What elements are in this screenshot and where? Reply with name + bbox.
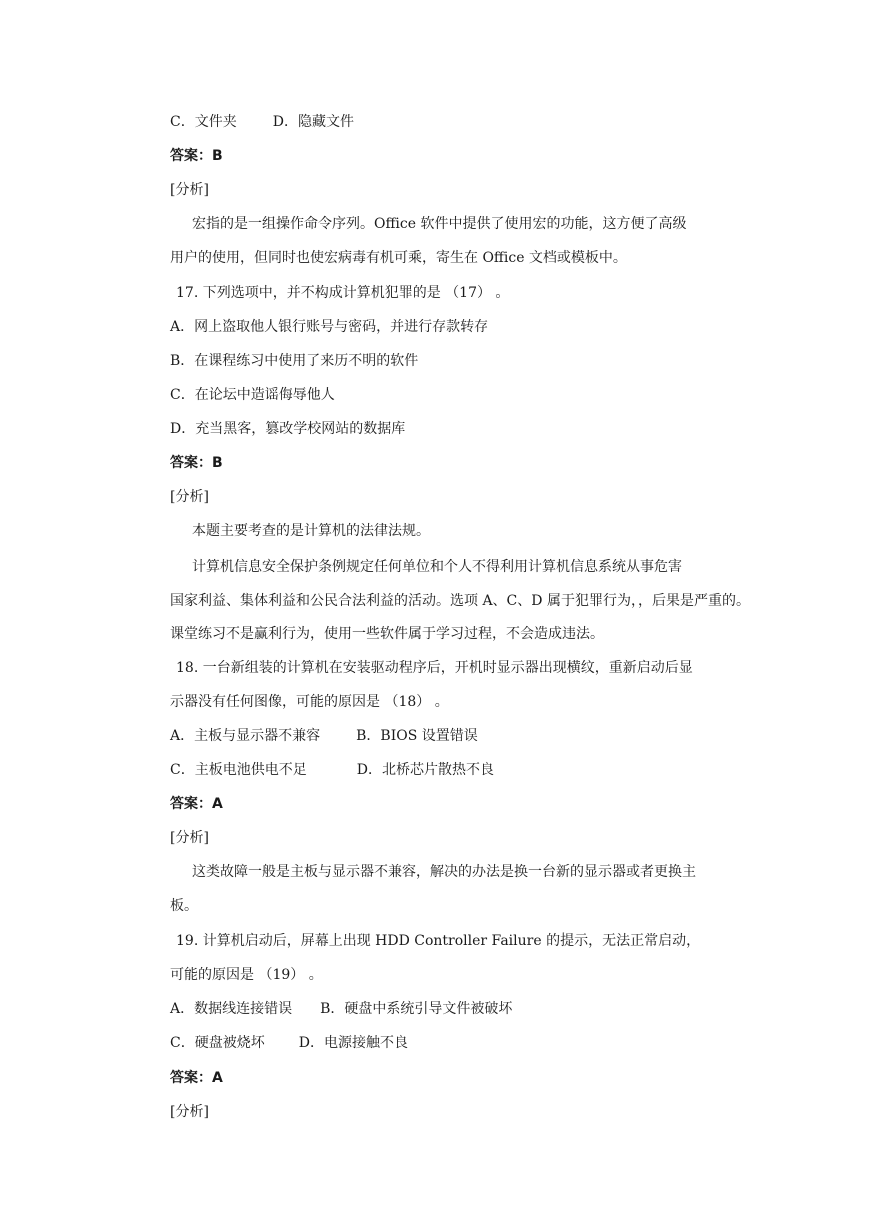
q17-analysis-line2: 计算机信息安全保护条例规定任何单位和个人不得利用计算机信息系统从事危害 (192, 559, 682, 575)
q18-question-line2: 示器没有任何图像，可能的原因是 （18） 。 (170, 694, 449, 710)
q19-option-c: C．硬盘被烧坏 (170, 1035, 265, 1051)
q18-option-d: D．北桥芯片散热不良 (356, 762, 494, 778)
q18-option-c: C．主板电池供电不足 (170, 762, 307, 778)
q18-answer: 答案：A (170, 796, 223, 812)
q17-option-a: A．网上盗取他人银行账号与密码，并进行存款转存 (170, 319, 489, 335)
q17-option-d: D．充当黑客，篡改学校网站的数据库 (170, 421, 406, 437)
q19-analysis-label: [分析] (170, 1104, 209, 1120)
q19-options-cd (170, 1033, 408, 1053)
q18-analysis-line2: 板。 (170, 898, 198, 914)
q18-analysis-line1: 这类故障一般是主板与显示器不兼容，解决的办法是换一台新的显示器或者更换主 (192, 864, 696, 880)
q16-option-c: C．文件夹 (170, 114, 237, 130)
q16-analysis-line1: 宏指的是一组操作命令序列。Office 软件中提供了使用宏的功能，这方便了高级 (192, 216, 687, 232)
q17-analysis-line3: 国家利益、集体利益和公民合法利益的活动。选项 A、C、D 属于犯罪行为，，后果是严重的。 (170, 593, 750, 609)
q16-analysis-label: [分析] (170, 182, 209, 198)
q19-option-b: B．硬盘中系统引导文件被破坏 (320, 1001, 513, 1017)
q18-options-ab (170, 726, 478, 746)
q16-option-d: D．隐藏文件 (272, 114, 354, 130)
q18-option-a: A．主板与显示器不兼容 (170, 728, 321, 744)
q19-question-line1: 19. 计算机启动后，屏幕上出现 HDD Controller Failure 的提示，无法正常启动， (176, 933, 701, 949)
q17-analysis-line1: 本题主要考查的是计算机的法律法规。 (192, 523, 430, 539)
q16-options-cd (170, 112, 354, 132)
q17-option-c: C．在论坛中造谣侮辱他人 (170, 387, 335, 403)
q17-option-b: B．在课程练习中使用了来历不明的软件 (170, 353, 419, 369)
q18-analysis-label: [分析] (170, 830, 209, 846)
q17-answer: 答案：B (170, 455, 223, 471)
q17-question: 17. 下列选项中，并不构成计算机犯罪的是 （17） 。 (176, 285, 510, 301)
q16-analysis-line2: 用户的使用，但同时也使宏病毒有机可乘，寄生在 Office 文档或模板中。 (170, 250, 627, 266)
q18-options-cd (170, 760, 494, 780)
q18-option-b: B．BIOS 设置错误 (356, 728, 478, 744)
q19-option-a: A．数据线连接错误 (170, 1001, 293, 1017)
q19-question-line2: 可能的原因是 （19） 。 (170, 967, 323, 983)
q17-analysis-label: [分析] (170, 489, 209, 505)
q19-options-ab (170, 999, 512, 1019)
q17-analysis-line4: 课堂练习不是赢利行为，使用一些软件属于学习过程，不会造成违法。 (170, 626, 604, 642)
q19-option-d: D．电源接触不良 (298, 1035, 408, 1051)
q18-question-line1: 18. 一台新组装的计算机在安装驱动程序后，开机时显示器出现横纹，重新启动后显 (176, 660, 693, 676)
q19-answer: 答案：A (170, 1070, 223, 1086)
q16-answer: 答案：B (170, 148, 223, 164)
